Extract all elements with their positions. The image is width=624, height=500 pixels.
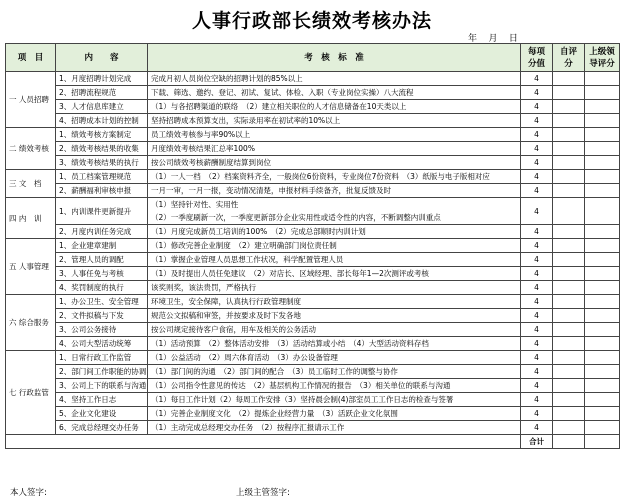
table-row (6, 128, 620, 142)
score-cell: 4 (521, 365, 553, 379)
content-cell: 6、完成总经理交办任务 (56, 421, 148, 435)
standard-cell: 月度绩效考核结果汇总率100% (148, 142, 521, 156)
superior-score-cell[interactable] (585, 72, 620, 86)
content-cell: 2、招聘流程规范 (56, 86, 148, 100)
content-cell: 2、部门间工作职能的协调 (56, 365, 148, 379)
superior-score-cell[interactable] (585, 198, 620, 225)
score-cell: 4 (521, 407, 553, 421)
table-row (6, 323, 620, 337)
superior-score-cell[interactable] (585, 253, 620, 267)
standard-cell: （1）掌握企业管理人员思想工作状况，科学配置管理人员 (148, 253, 521, 267)
table-row (6, 393, 620, 407)
score-cell: 4 (521, 156, 553, 170)
score-cell: 4 (521, 198, 553, 225)
table-row (6, 379, 620, 393)
superior-score-cell[interactable] (585, 365, 620, 379)
self-score-cell[interactable] (553, 225, 585, 239)
superior-score-cell[interactable] (585, 128, 620, 142)
table-row (6, 225, 620, 239)
category-cell: 五 人事管理 (6, 239, 56, 295)
category-cell: 三 文 档 (6, 170, 56, 198)
table-row (6, 100, 620, 114)
total-label: 合计 (521, 435, 553, 449)
score-cell: 4 (521, 239, 553, 253)
self-score-cell[interactable] (553, 72, 585, 86)
standard-cell: （1）公益活动 （2）周六体育活动 （3）办公设备管理 (148, 351, 521, 365)
score-cell: 4 (521, 379, 553, 393)
header-row (6, 44, 620, 72)
self-score-cell[interactable] (553, 309, 585, 323)
content-cell: 3、公司上下的联系与沟通 (56, 379, 148, 393)
self-score-cell[interactable] (553, 323, 585, 337)
standard-cell: （1）修改完善企业制度 （2）建立明确部门岗位责任制 (148, 239, 521, 253)
self-score-cell[interactable] (553, 184, 585, 198)
table-row (6, 170, 620, 184)
content-cell: 2、薪酬福利审核申报 (56, 184, 148, 198)
table-row (6, 295, 620, 309)
superior-score-cell[interactable] (585, 323, 620, 337)
superior-score-cell[interactable] (585, 239, 620, 253)
score-cell: 4 (521, 170, 553, 184)
employee-signature-label: 本人签字: (10, 488, 47, 498)
page-title: 人事行政部长绩效考核办法 (191, 10, 432, 32)
content-cell: 2、月度内训任务完成 (56, 225, 148, 239)
superior-score-cell[interactable] (585, 295, 620, 309)
superior-score-cell[interactable] (585, 170, 620, 184)
header-standard: 考 核 标 准 (148, 44, 521, 72)
table-row (6, 365, 620, 379)
content-cell: 4、奖罚制度的执行 (56, 281, 148, 295)
content-cell: 1、绩效考核方案制定 (56, 128, 148, 142)
score-cell: 4 (521, 337, 553, 351)
superior-score-cell[interactable] (585, 225, 620, 239)
total-superior-cell[interactable] (585, 435, 620, 449)
superior-score-cell[interactable] (585, 281, 620, 295)
score-cell: 4 (521, 351, 553, 365)
table-row (6, 253, 620, 267)
score-cell: 4 (521, 295, 553, 309)
header-score-each: 每项分值 (521, 44, 553, 72)
superior-score-cell[interactable] (585, 379, 620, 393)
superior-score-cell[interactable] (585, 142, 620, 156)
total-self-cell[interactable] (553, 435, 585, 449)
standard-cell: 按公司绩效考核薪酬制度结算到岗位 (148, 156, 521, 170)
self-score-cell[interactable] (553, 407, 585, 421)
self-score-cell[interactable] (553, 295, 585, 309)
score-cell: 4 (521, 267, 553, 281)
score-cell: 4 (521, 142, 553, 156)
category-cell: 二 绩效考核 (6, 128, 56, 170)
content-cell: 3、人才信息库建立 (56, 100, 148, 114)
table-row (6, 281, 620, 295)
table-row (6, 407, 620, 421)
content-cell: 1、日常行政工作监管 (56, 351, 148, 365)
table-row (6, 114, 620, 128)
score-cell: 4 (521, 225, 553, 239)
standard-cell: （1）部门间的沟通 （2）部门间的配合 （3）员工临时工作的调整与协作 (148, 365, 521, 379)
table-row (6, 156, 620, 170)
superior-score-cell[interactable] (585, 114, 620, 128)
superior-score-cell[interactable] (585, 351, 620, 365)
standard-cell: 坚持招聘成本预算支出，实际录用率在初试率的10%以上 (148, 114, 521, 128)
self-score-cell[interactable] (553, 198, 585, 225)
self-score-cell[interactable] (553, 337, 585, 351)
standard-cell: （1）主动完成总经理交办任务 （2）按程序汇报请示工作 (148, 421, 521, 435)
category-cell: 一 人员招聘 (6, 72, 56, 128)
self-score-cell[interactable] (553, 267, 585, 281)
superior-score-cell[interactable] (585, 309, 620, 323)
content-cell: 1、企业建章建制 (56, 239, 148, 253)
content-cell: 3、公司公务接待 (56, 323, 148, 337)
category-cell: 七 行政监管 (6, 351, 56, 435)
category-cell: 四 内 训 (6, 198, 56, 239)
self-score-cell[interactable] (553, 365, 585, 379)
superior-score-cell[interactable] (585, 421, 620, 435)
content-cell: 1、员工档案管理规范 (56, 170, 148, 184)
table-row (6, 351, 620, 365)
standard-cell: 环境卫生，安全保障，认真执行行政管理制度 (148, 295, 521, 309)
standard-cell: 按公司规定接待客户食宿，用车及相关的公务活动 (148, 323, 521, 337)
table-row (6, 86, 620, 100)
standard-cell: 下载、筛选、邀约、登记、初试、复试、体检、入职（专业岗位实操）八大流程 (148, 86, 521, 100)
total-blank-cell (6, 435, 521, 449)
content-cell: 4、招聘成本计划的控制 (56, 114, 148, 128)
content-cell: 2、管理人员的调配 (56, 253, 148, 267)
score-cell: 4 (521, 128, 553, 142)
superior-score-cell[interactable] (585, 267, 620, 281)
content-cell: 5、企业文化建设 (56, 407, 148, 421)
table-row (6, 309, 620, 323)
self-score-cell[interactable] (553, 421, 585, 435)
superior-score-cell[interactable] (585, 184, 620, 198)
self-score-cell[interactable] (553, 379, 585, 393)
standard-cell: 一月一审，一月一报，变动情况清楚，申报材料手续备齐，批复反馈及时 (148, 184, 521, 198)
header-content: 内 容 (56, 44, 148, 72)
score-cell: 4 (521, 184, 553, 198)
standard-cell: （1）月度完成新员工培训的100% （2）完成总部顺时内训计划 (148, 225, 521, 239)
content-cell: 4、坚持工作日志 (56, 393, 148, 407)
self-score-cell[interactable] (553, 281, 585, 295)
superior-score-cell[interactable] (585, 407, 620, 421)
self-score-cell[interactable] (553, 393, 585, 407)
table-row (6, 337, 620, 351)
content-cell: 4、公司大型活动统筹 (56, 337, 148, 351)
standard-cell: 该奖则奖，该法贵罚，严格执行 (148, 281, 521, 295)
self-score-cell[interactable] (553, 156, 585, 170)
superior-signature-label: 上级主管签字: (236, 488, 290, 498)
table-row (6, 239, 620, 253)
score-cell: 4 (521, 421, 553, 435)
table-row (6, 198, 620, 225)
standard-cell: 完成月初人员岗位空缺的招聘计划的85%以上 (148, 72, 521, 86)
total-row (6, 435, 620, 449)
content-cell: 1、办公卫生、安全管理 (56, 295, 148, 309)
table-row (6, 421, 620, 435)
self-score-cell[interactable] (553, 253, 585, 267)
table-row (6, 267, 620, 281)
superior-score-cell[interactable] (585, 86, 620, 100)
score-cell: 4 (521, 114, 553, 128)
standard-cell: （1）及时提出人员任免建议 （2）对店长、区域经理、部长每年1—2次测评或考核 (148, 267, 521, 281)
standard-cell: 规范公文拟稿和审签，并按要求及时下发各地 (148, 309, 521, 323)
score-cell: 4 (521, 393, 553, 407)
self-score-cell[interactable] (553, 114, 585, 128)
standard-cell: （1）活动预算 （2）整体活动安排 （3）活动结算或小结 （4）大型活动资料存档 (148, 337, 521, 351)
content-cell: 2、文件拟稿与下发 (56, 309, 148, 323)
standard-cell: （1）坚持针对性、实用性 （2）一季度刷新一次，一季度更新部分企业实用性或适令性的内容，不断调整内训重点 (148, 198, 521, 225)
standard-cell: （1）公司指令性意见的传达 （2）基层机构工作情况的报告 （3）相关单位的联系与沟通 (148, 379, 521, 393)
header-item: 项 目 (6, 44, 56, 72)
score-cell: 4 (521, 100, 553, 114)
table-row (6, 142, 620, 156)
superior-score-cell[interactable] (585, 156, 620, 170)
self-score-cell[interactable] (553, 128, 585, 142)
standard-cell: （1）与各招聘渠道的联络 （2）建立相关职位的人才信息储备在10天类以上 (148, 100, 521, 114)
score-cell: 4 (521, 323, 553, 337)
content-cell: 3、绩效考核结果的执行 (56, 156, 148, 170)
standard-cell: 员工绩效考核参与率90%以上 (148, 128, 521, 142)
content-cell: 2、绩效考核结果的收集 (56, 142, 148, 156)
content-cell: 1、月度招聘计划完成 (56, 72, 148, 86)
superior-score-cell[interactable] (585, 393, 620, 407)
score-cell: 4 (521, 281, 553, 295)
content-cell: 1、内训课件更新提升 (56, 198, 148, 225)
score-cell: 4 (521, 72, 553, 86)
superior-score-cell[interactable] (585, 337, 620, 351)
self-score-cell[interactable] (553, 100, 585, 114)
assessment-table (5, 43, 620, 449)
header-self-score: 自评分 (553, 44, 585, 72)
self-score-cell[interactable] (553, 239, 585, 253)
self-score-cell[interactable] (553, 142, 585, 156)
standard-cell: （1）每日工作计划（2）每周工作安排（3）坚持晨会制(4)部室员工工作日志的检查与签署 (148, 393, 521, 407)
score-cell: 4 (521, 86, 553, 100)
standard-cell: （1）完善企业制度文化 （2）提炼企业经营力量 （3）活跃企业文化氛围 (148, 407, 521, 421)
score-cell: 4 (521, 309, 553, 323)
self-score-cell[interactable] (553, 351, 585, 365)
category-cell: 六 综合服务 (6, 295, 56, 351)
header-superior-score: 上级领导评分 (585, 44, 620, 72)
table-row (6, 72, 620, 86)
table-row (6, 184, 620, 198)
date-line: 年 月 日 (468, 34, 518, 44)
self-score-cell[interactable] (553, 86, 585, 100)
standard-cell: （1）一人一档 （2）档案资料齐全，一般岗位6份资料，专业岗位7份资料 （3）纸版与电子版相对应 (148, 170, 521, 184)
score-cell: 4 (521, 253, 553, 267)
content-cell: 3、人事任免与考核 (56, 267, 148, 281)
superior-score-cell[interactable] (585, 100, 620, 114)
self-score-cell[interactable] (553, 170, 585, 184)
